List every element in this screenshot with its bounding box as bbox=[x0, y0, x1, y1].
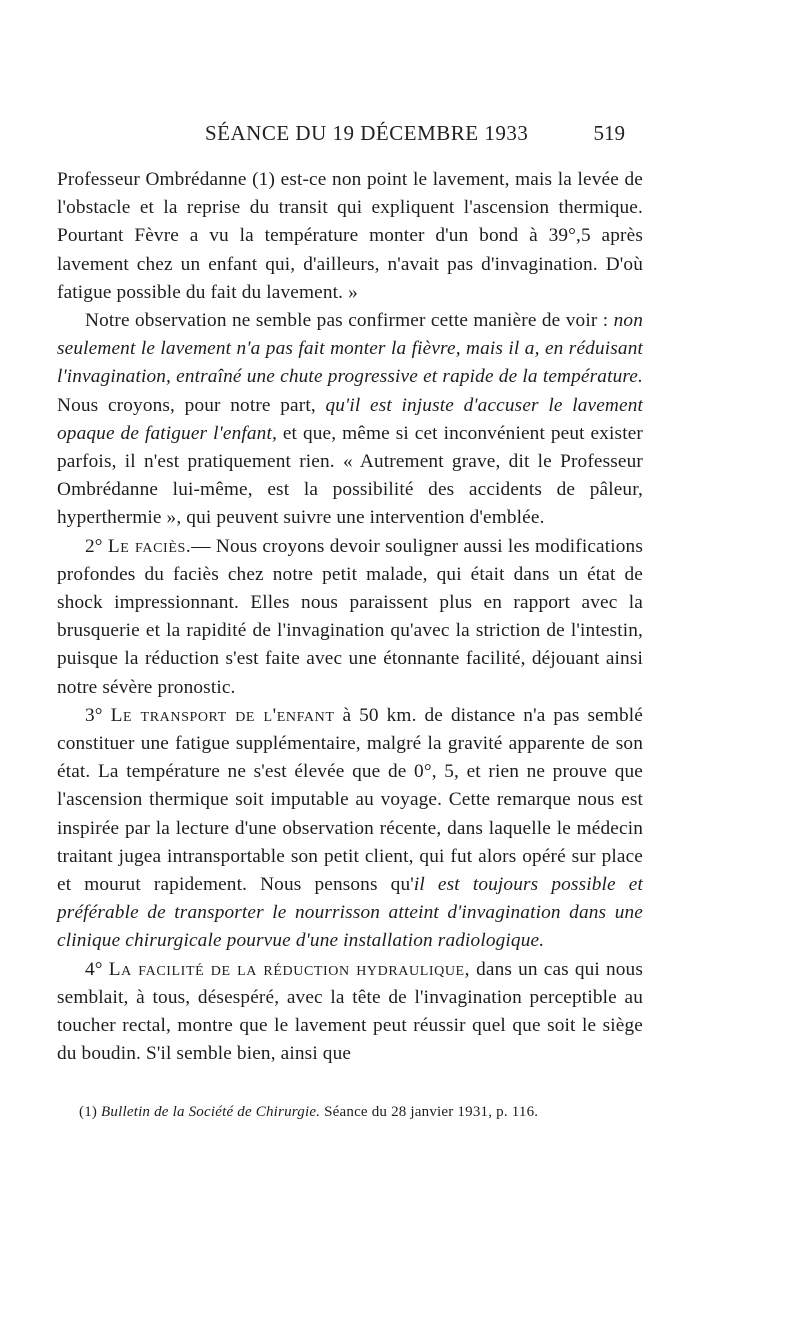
paragraph-2-text-a: Notre observation ne semble pas confirmer cette manière de voir : bbox=[85, 310, 614, 332]
section-2-facies bbox=[57, 533, 643, 702]
paragraph-2 bbox=[57, 307, 643, 533]
section-2-number: 2° bbox=[85, 535, 103, 557]
paragraph-2-text-c: et que, même si cet inconvénient peut exister parfois, il n'est pratiquement rien. « Autrement grave, dit le Professeur Ombrédanne lui-même, est la possibilité des accidents de pâleur, hyperthermie », qui peuvent suivre une intervention d'emblée. bbox=[57, 422, 643, 529]
paragraph-1-text: Professeur Ombrédanne (1) est-ce non point le lavement, mais la levée de l'obstacle et la reprise du transit qui expliquent l'ascension thermique. Pourtant Fèvre a vu la température monter d'un bond à 39°,5 après lavement chez un enfant qui, d'ailleurs, n'avait pas d'invagination. D'où fatigue possible du fait du lavement. » bbox=[57, 169, 643, 303]
page-number: 519 bbox=[593, 121, 625, 145]
footnote-source: Bulletin de la Société de Chirurgie. bbox=[101, 1104, 321, 1120]
section-4-text: dans un cas qui nous semblait, à tous, désespéré, avec la tête de l'invagination perceptible au toucher rectal, montre que le lavement peut réussir quel que soit le siège du boudin. S'il semble bien, ainsi que bbox=[57, 958, 643, 1065]
paragraph-2-italic-b: qu'il est injuste d'accuser le lavement opaque de fatiguer l'enfant, bbox=[57, 394, 643, 444]
section-3-number: 3° bbox=[85, 704, 103, 726]
section-4-reduction bbox=[57, 956, 643, 1069]
section-3-heading: Le transport de l'enfant bbox=[110, 704, 335, 726]
section-3-transport bbox=[57, 702, 643, 956]
section-3-text: à 50 km. de distance n'a pas semblé constituer une fatigue supplémentaire, malgré la gravité apparente de son état. La température ne s'est élevée que de 0°, 5, et rien ne prouve que l'ascension thermique soit imputable au voyage. Cette remarque nous est inspirée par la lecture d'une observation récente, dans laquelle le médecin traitant jugea intransportable son petit client, qui fut alors opéré sur place et mourut rapidement. Nous pensons qu' bbox=[57, 704, 643, 896]
section-4-number: 4° bbox=[85, 958, 103, 980]
footnote-detail: Séance du 28 janvier 1931, p. 116. bbox=[320, 1104, 539, 1120]
footnote bbox=[79, 1104, 639, 1121]
section-2-text: — Nous croyons devoir souligner aussi les modifications profondes du faciès chez notre petit malade, qui était dans un état de shock impressionnant. Elles nous paraissent plus en rapport avec la brusquerie et la rapidité de l'invagination qu'avec la striction de l'intestin, puisque la réduction s'est faite avec une étonnante facilité, déjouant ainsi notre sévère pronostic. bbox=[57, 535, 643, 698]
paragraph-2-italic-a: non seulement le lavement n'a pas fait monter la fièvre, mais il a, en réduisant l'invagination, entraîné une chute progressive et rapide de la température. bbox=[57, 310, 643, 388]
section-3-italic: il est toujours possible et préférable de transporter le nourrisson atteint d'invagination dans une clinique chirurgicale pourvue d'une installation radiologique. bbox=[57, 874, 643, 952]
section-2-heading: Le faciès. bbox=[107, 535, 192, 557]
section-4-heading: La facilité de la réduction hydraulique, bbox=[108, 958, 471, 980]
footnote-marker: (1) bbox=[79, 1104, 98, 1120]
paragraph-1 bbox=[57, 166, 643, 307]
body-text bbox=[57, 166, 643, 1069]
paragraph-2-text-b: Nous croyons, pour notre part, bbox=[57, 394, 326, 416]
running-head: SÉANCE DU 19 DÉCEMBRE 1933 bbox=[205, 121, 529, 145]
